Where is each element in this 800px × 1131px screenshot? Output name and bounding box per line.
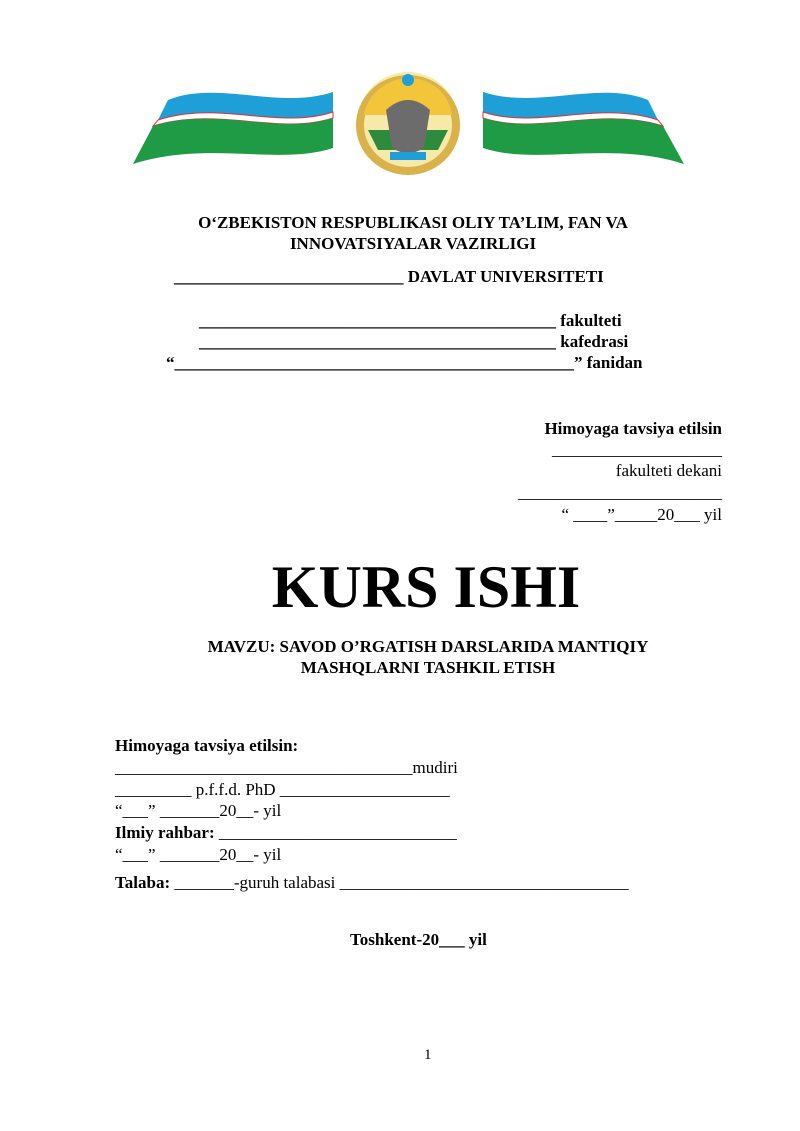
advisor-line bbox=[115, 823, 457, 843]
approval-top-title: Himoyaga tavsiya etilsin bbox=[544, 419, 722, 438]
ministry-line-2: INNOVATSIYALAR VAZIRLIGI bbox=[289, 234, 537, 253]
page-number: 1 bbox=[424, 1047, 432, 1063]
topic-line-1: MAVZU: SAVOD O’RGATISH DARSLARIDA MANTIQIY bbox=[207, 637, 649, 656]
approval-date-2: “___” _______20__- yil bbox=[115, 845, 282, 864]
faculty-line: __________________________________________ fakulteti bbox=[199, 311, 622, 330]
subject-line: “_______________________________________________” fanidan bbox=[166, 353, 643, 372]
department-line: __________________________________________ kafedrasi bbox=[199, 332, 629, 351]
ministry-line-1: O‘ZBEKISTON RESPUBLIKASI OLIY TA’LIM, FAN VA bbox=[198, 213, 628, 232]
state-emblem-image bbox=[128, 70, 688, 180]
approval-top-date: “ ____”_____20___ yil bbox=[561, 505, 722, 524]
main-title: KURS ISHI bbox=[271, 554, 581, 620]
left-flag-ribbon bbox=[133, 92, 333, 164]
student-text: _______-guruh talabasi __________________________________ bbox=[170, 873, 629, 892]
approval-date-1: “___” _______20__- yil bbox=[115, 801, 282, 820]
advisor-label: Ilmiy rahbar: bbox=[115, 823, 215, 842]
topic-line-2: MASHQLARNI TASHKIL ETISH bbox=[300, 658, 556, 677]
student-line bbox=[115, 873, 629, 893]
dean-label: fakulteti dekani bbox=[615, 461, 722, 480]
degree-line: _________ p.f.f.d. PhD ____________________ bbox=[115, 780, 450, 799]
department-head-line: ___________________________________mudiri bbox=[115, 758, 458, 777]
university-line: ___________________________ DAVLAT UNIVERSITETI bbox=[174, 267, 604, 286]
student-label: Talaba: bbox=[115, 873, 171, 892]
approval-top-blank-2: ________________________ bbox=[518, 483, 722, 502]
advisor-blank: ____________________________ bbox=[214, 823, 457, 842]
approval-bottom-title: Himoyaga tavsiya etilsin: bbox=[115, 736, 299, 755]
city-year: Toshkent-20___ yil bbox=[350, 930, 487, 949]
emblem-seal bbox=[358, 72, 458, 172]
right-flag-ribbon bbox=[483, 92, 684, 164]
approval-top-blank-1: ____________________ bbox=[552, 440, 722, 459]
